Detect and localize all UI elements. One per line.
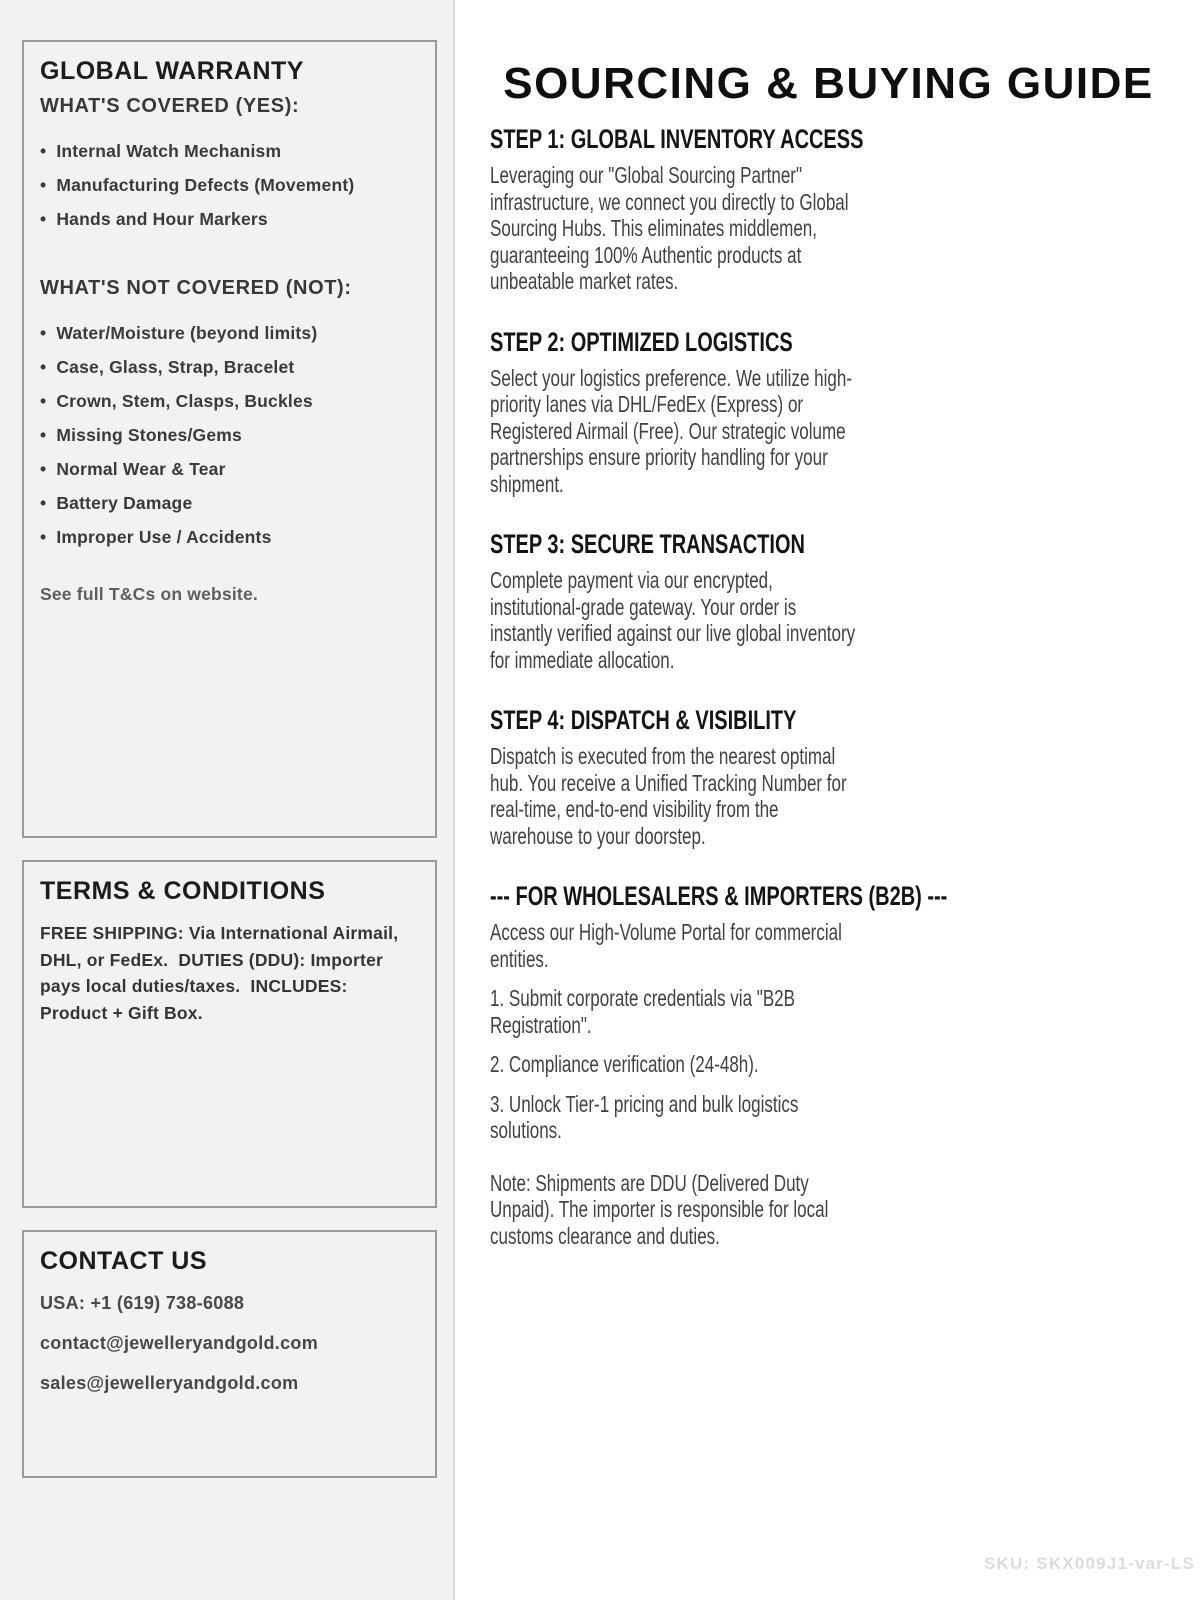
section-paragraph: Complete payment via our encrypted, institutional-grade gateway. Your order is instantly verified against our live global inventory for immediate allocation. — [490, 567, 856, 673]
section-heading: STEP 1: GLOBAL INVENTORY ACCESS — [490, 124, 864, 154]
guide-section — [490, 881, 1200, 1249]
not-covered-item: • Water/Moisture (beyond limits) — [40, 316, 419, 350]
not-covered-item: • Missing Stones/Gems — [40, 418, 419, 452]
warranty-footnote: See full T&Cs on website. — [40, 584, 258, 604]
covered-item: • Manufacturing Defects (Movement) — [40, 168, 419, 202]
page-title: SOURCING & BUYING GUIDE — [503, 59, 1154, 108]
contact-title: CONTACT US — [40, 1247, 208, 1275]
main-content — [457, 0, 1200, 1600]
section-heading: STEP 3: SECURE TRANSACTION — [490, 529, 805, 559]
terms-body: FREE SHIPPING: Via International Airmail, DHL, or FedEx. DUTIES (DDU): Importer pays local duties/taxes. INCLUDES: Product + Gift Box. — [40, 923, 404, 1023]
covered-item: • Hands and Hour Markers — [40, 202, 419, 236]
covered-item: • Internal Watch Mechanism — [40, 134, 419, 168]
terms-title: TERMS & CONDITIONS — [40, 877, 326, 905]
guide-section — [490, 124, 1200, 295]
section-paragraph: Access our High-Volume Portal for commercial entities. — [490, 919, 842, 972]
warranty-title: GLOBAL WARRANTY — [40, 57, 304, 85]
terms-panel — [22, 860, 437, 1208]
contact-email-sales: sales@jewelleryandgold.com — [40, 1373, 299, 1393]
guide-section — [490, 327, 1200, 498]
section-paragraph: 3. Unlock Tier-1 pricing and bulk logistics solutions. — [490, 1090, 799, 1143]
contact-email-primary: contact@jewelleryandgold.com — [40, 1333, 319, 1353]
not-covered-list — [40, 316, 419, 554]
not-covered-item: • Battery Damage — [40, 486, 419, 520]
not-covered-title: WHAT'S NOT COVERED (NOT): — [40, 277, 352, 299]
section-paragraph: Note: Shipments are DDU (Delivered Duty Unpaid). The importer is responsible for local customs clearance and duties. — [490, 1169, 829, 1249]
section-paragraph: Select your logistics preference. We utilize high-priority lanes via DHL/FedEx (Express) or Registered Airmail (Free). Our strategic volume partnerships ensure priority handling for your shipment. — [490, 364, 853, 497]
section-heading: STEP 2: OPTIMIZED LOGISTICS — [490, 326, 793, 357]
guide-section — [490, 705, 1200, 849]
not-covered-item: • Crown, Stem, Clasps, Buckles — [40, 384, 419, 418]
covered-list — [40, 134, 419, 236]
sidebar — [0, 0, 455, 1600]
contact-phone: USA: +1 (619) 738-6088 — [40, 1293, 245, 1313]
guide-section — [490, 529, 1200, 673]
contact-panel — [22, 1230, 437, 1478]
not-covered-item: • Improper Use / Accidents — [40, 520, 419, 554]
section-paragraph: 1. Submit corporate credentials via "B2B Registration". — [490, 985, 795, 1038]
sku-watermark: SKU: SKX009J1-var-LS — [984, 1554, 1196, 1573]
section-paragraph: Leveraging our "Global Sourcing Partner" infrastructure, we connect you directly to Global Sourcing Hubs. This eliminates middlemen, guaranteeing 100% Authentic products at unbeatable market rates. — [490, 162, 849, 294]
not-covered-item: • Normal Wear & Tear — [40, 452, 419, 486]
section-paragraph: 2. Compliance verification (24-48h). — [490, 1051, 759, 1077]
not-covered-item: • Case, Glass, Strap, Bracelet — [40, 350, 419, 384]
covered-title: WHAT'S COVERED (YES): — [40, 95, 300, 117]
section-paragraph: Dispatch is executed from the nearest optimal hub. You receive a Unified Tracking Number for real-time, end-to-end visibility from the warehouse to your doorstep. — [490, 743, 847, 849]
warranty-panel — [22, 40, 437, 838]
guide-sections — [490, 124, 1200, 1249]
section-heading: STEP 4: DISPATCH & VISIBILITY — [490, 705, 797, 735]
section-heading: --- FOR WHOLESALERS & IMPORTERS (B2B) --- — [490, 881, 948, 911]
